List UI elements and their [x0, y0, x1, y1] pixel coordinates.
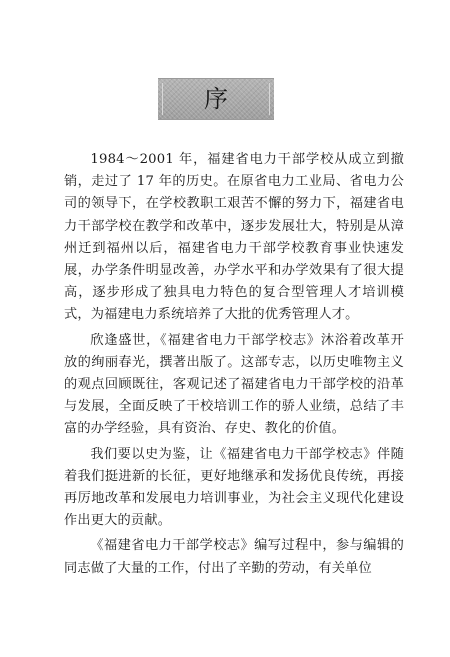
title-banner — [158, 78, 274, 120]
paragraph-2: 欣逢盛世，《福建省电力干部学校志》沐浴着改革开放的绚丽春光，撰著出版了。这部专志，以历史唯物主义的观点回顾既往，客观记述了福建省电力干部学校的沿革与发展，全面反映了干校培训工作的骄人业绩，总结了丰富的办学经验，具有资治、存史、教化的价值。 — [64, 332, 404, 437]
paragraph-1: 1984～2001 年，福建省电力干部学校从成立到撤销，走过了 17 年的历史。在原省电力工业局、省电力公司的领导下，在学校教职工艰苦不懈的努力下，福建省电力干部学校在教学和改革中，逐步发展壮大，特别是从漳州迁到福州以后，福建省电力干部学校教育事业快速发展，办学条件明显改善，办学水平和办学效果有了很大提高，逐步形成了独具电力特色的复合型管理人才培训模式，为福建电力系统培养了大批的优秀管理人才。 — [64, 152, 404, 323]
paragraph-4: 《福建省电力干部学校志》编写过程中，参与编辑的同志做了大量的工作，付出了辛勤的劳动，有关单位 — [64, 538, 404, 576]
page-title: 序 — [204, 85, 228, 113]
body-text — [64, 149, 404, 583]
paragraph-3: 我们要以史为鉴，让《福建省电力干部学校志》伴随着我们挺进新的长征，更好地继承和发扬优良传统，再接再厉地改革和发展电力培训事业，为社会主义现代化建设作出更大的贡献。 — [64, 446, 404, 529]
